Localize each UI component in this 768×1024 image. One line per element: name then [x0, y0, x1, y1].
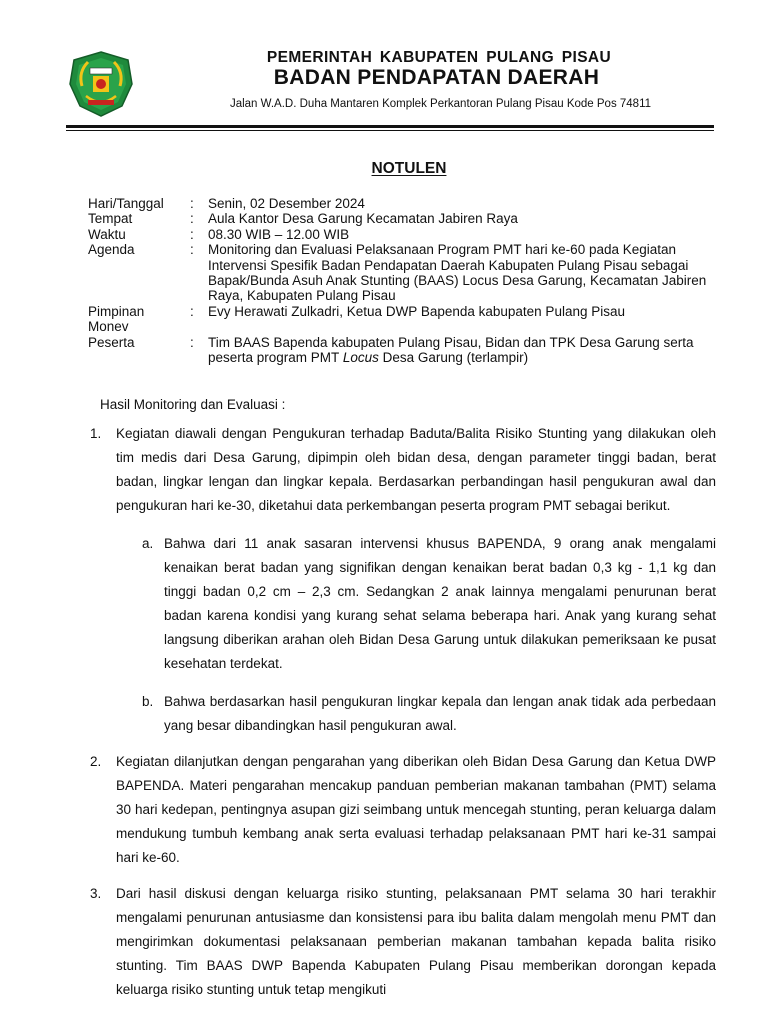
list-number: 3.	[90, 886, 102, 901]
info-colon: :	[190, 211, 194, 227]
info-colon: :	[190, 334, 194, 350]
info-value: Senin, 02 Desember 2024	[208, 196, 365, 211]
info-label: Hari/Tanggal	[88, 196, 164, 211]
info-row-time	[88, 227, 718, 242]
info-label	[88, 304, 190, 335]
info-value: Evy Herawati Zulkadri, Ketua DWP Bapenda kabupaten Pulang Pisau	[208, 303, 625, 319]
info-colon: :	[190, 303, 194, 319]
info-label: Agenda	[88, 242, 135, 258]
info-value	[208, 335, 718, 366]
letterhead-divider-thick	[66, 125, 714, 128]
info-row-participants	[88, 335, 718, 366]
sub-list-text: Bahwa berdasarkan hasil pengukuran lingkar kepala dan lengan anak tidak ada perbedaan yang besar dibandingkan hasil pengukuran awal.	[164, 694, 716, 733]
info-label: Waktu	[88, 226, 126, 242]
results-heading: Hasil Monitoring dan Evaluasi :	[100, 397, 286, 412]
meeting-info	[88, 196, 718, 365]
info-label-line: Monev	[88, 319, 129, 335]
sub-list-item	[142, 532, 716, 676]
info-value: 08.30 WIB – 12.00 WIB	[208, 226, 350, 242]
letterhead-agency: BADAN PENDAPATAN DAERAH	[273, 66, 600, 89]
participants-text: Tim BAAS Bapenda kabupaten Pulang Pisau, Bidan dan TPK Desa Garung serta peserta program PMT	[208, 334, 694, 366]
list-item-text: Dari hasil diskusi dengan keluarga risiko stunting, pelaksanaan PMT selama 30 hari terakhir mengalami penurunan antusiasme dan konsistensi para ibu balita dalam mengolah menu PMT dan mengirimkan dokumentasi pelaksanaan pemberian makanan tambahan kepada balita risiko stunting. Tim BAAS DWP Bapenda Kabupaten Pulang Pisau memberikan dorongan kepada keluarga risiko stunting untuk tetap mengikuti	[116, 886, 716, 997]
sub-list-letter: a.	[142, 536, 154, 551]
list-item	[90, 750, 716, 870]
list-gap	[90, 738, 716, 750]
info-label: Peserta	[88, 334, 135, 350]
info-value: Monitoring dan Evaluasi Pelaksanaan Program PMT hari ke-60 pada Kegiatan Intervensi Spesifik Badan Pendapatan Daerah Kabupaten Pulang Pisau sebagai Bapak/Bunda Asuh Anak Stunting (BAAS) Locus Desa Garung, Kecamatan Jabiren Raya, Kabupaten Pulang Pisau	[208, 242, 707, 304]
info-label: Tempat	[88, 211, 133, 227]
list-item-text: Kegiatan diawali dengan Pengukuran terhadap Baduta/Balita Risiko Stunting yang dilakukan oleh tim medis dari Desa Garung, dipimpin oleh bidan desa, dengan parameter tinggi badan, berat badan, lingkar lengan dan lingkar kepala. Berdasarkan perbandingan hasil pengukuran awal dan pengukuran hari ke-30, diketahui data perkembangan peserta program PMT sebagai berikut.	[116, 426, 716, 513]
info-value: Aula Kantor Desa Garung Kecamatan Jabiren Raya	[208, 211, 518, 227]
list-item-text: Kegiatan dilanjutkan dengan pengarahan yang diberikan oleh Bidan Desa Garung dan Ketua DWP BAPENDA. Materi pengarahan mencakup panduan pemberian makanan tambahan (PMT) selama 30 hari kedepan, pentingnya asupan gizi seimbang untuk mencegah stunting, peran keluarga dalam mendukung tumbuh kembang anak serta evaluasi terhadap pelaksanaan PMT hari ke-31 sampai hari ke-60.	[116, 754, 716, 865]
sub-list-text: Bahwa dari 11 anak sasaran intervensi khusus BAPENDA, 9 orang anak mengalami kenaikan berat badan yang signifikan dengan kenaikan berat badan 0,3 kg - 1,1 kg dan tinggi badan 0,2 cm – 2,3 cm. Sedangkan 2 anak lainnya mengalami penurunan berat badan karena kondisi yang kurang sehat selama beberapa hari. Anak yang kurang sehat langsung diberikan arahan oleh Bidan Desa Garung untuk dilakukan pemeriksaan ke pusat kesehatan terdekat.	[164, 536, 716, 671]
info-row-agenda	[88, 242, 718, 304]
list-gap	[90, 870, 716, 882]
info-colon: :	[190, 196, 194, 211]
info-row-date	[88, 196, 718, 211]
participants-italic: Locus	[342, 350, 379, 366]
sub-list-letter: b.	[142, 694, 154, 709]
letterhead-address: Jalan W.A.D. Duha Mantaren Komplek Perkantoran Pulang Pisau Kode Pos 74811	[229, 98, 652, 110]
letterhead-divider-thin	[66, 130, 714, 131]
list-item-content	[116, 422, 716, 738]
info-row-place	[88, 211, 718, 226]
sub-list-item	[142, 690, 716, 738]
info-colon: :	[190, 242, 194, 258]
letterhead-government: PEMERINTAH KABUPATEN PULANG PISAU	[266, 49, 612, 66]
list-number: 2.	[90, 754, 102, 769]
list-item	[90, 422, 716, 738]
list-item	[90, 882, 716, 1002]
list-number: 1.	[90, 426, 102, 441]
info-row-leader	[88, 304, 718, 335]
results-list	[90, 422, 716, 1002]
info-label-line: Pimpinan	[88, 303, 145, 319]
info-colon: :	[190, 226, 194, 242]
document-title: NOTULEN	[371, 160, 447, 177]
participants-text-end: Desa Garung (terlampir)	[378, 350, 529, 366]
